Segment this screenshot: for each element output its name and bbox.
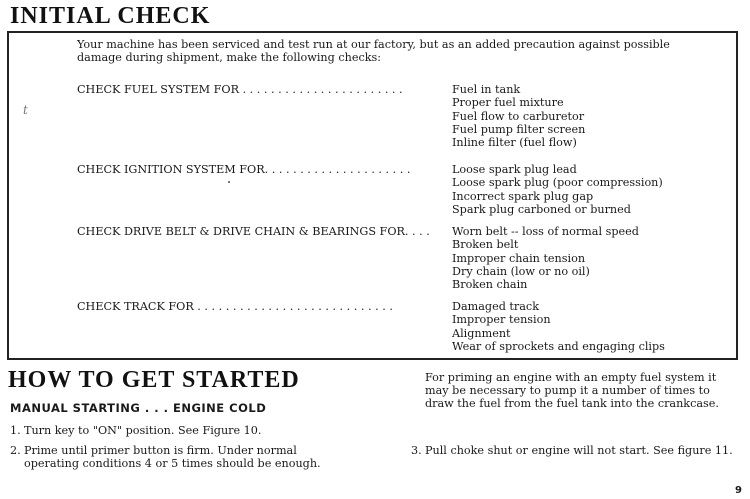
initial-check-box: [7, 31, 738, 360]
list-item: Worn belt -- loss of normal speed: [452, 225, 639, 238]
list-item: Damaged track: [452, 300, 539, 313]
margin-mark: t: [23, 103, 28, 117]
step-number: 1.: [10, 424, 21, 437]
list-item: Improper chain tension: [452, 251, 586, 265]
intro-paragraph: Your machine has been serviced and test run at our factory, but as an added precaution against possible damage during shipment, make the following checks:: [77, 38, 670, 64]
list-item: Alignment: [452, 326, 511, 340]
stray-dot: [228, 181, 230, 183]
list-item: Wear of sprockets and engaging clips: [452, 339, 665, 353]
list-item: Proper fuel mixture: [452, 96, 564, 110]
step-text: For priming an engine with an empty fuel system it may be necessary to pump it a number of times to draw the fuel from the fuel tank into the crankcase.: [425, 371, 719, 410]
page-number: 9: [735, 485, 742, 496]
step-number: 2.: [10, 444, 21, 457]
check-ignition-label: CHECK IGNITION SYSTEM FOR. . . . . . . . . . . . . . . . . . . . .: [77, 163, 411, 176]
list-item: Incorrect spark plug gap: [452, 189, 594, 203]
check-track-items: [452, 300, 665, 353]
check-track-label: CHECK TRACK FOR . . . . . . . . . . . . . . . . . . . . . . . . . . . .: [77, 300, 393, 313]
step-number: 3.: [411, 444, 422, 457]
check-drive-items: [452, 225, 639, 291]
step-text: Pull choke shut or engine will not start. See figure 11.: [425, 444, 733, 457]
manual-starting-subheading: MANUAL STARTING . . . ENGINE COLD: [10, 401, 267, 415]
check-fuel-label: CHECK FUEL SYSTEM FOR . . . . . . . . . . . . . . . . . . . . . . .: [77, 83, 403, 96]
step-text: Turn key to "ON" position. See Figure 10.: [24, 424, 262, 437]
list-item: Fuel flow to carburetor: [452, 109, 585, 123]
list-item: Inline filter (fuel flow): [452, 136, 577, 150]
list-item: Dry chain (low or no oil): [452, 264, 590, 278]
step-text: Prime until primer button is firm. Under normal operating conditions 4 or 5 times should be enough.: [24, 444, 321, 470]
list-item: Loose spark plug (poor compression): [452, 176, 663, 190]
check-drive-label: CHECK DRIVE BELT & DRIVE CHAIN & BEARINGS FOR. . . .: [77, 225, 430, 238]
list-item: Broken chain: [452, 278, 528, 292]
check-fuel-items: [452, 83, 585, 149]
list-item: Improper tension: [452, 313, 551, 327]
step-3: [411, 444, 741, 457]
list-item: Fuel in tank: [452, 83, 521, 96]
list-item: Fuel pump filter screen: [452, 122, 586, 136]
step-1: [10, 424, 340, 437]
list-item: Loose spark plug lead: [452, 163, 577, 176]
initial-check-heading: INITIAL CHECK: [10, 3, 211, 29]
check-ignition-items: [452, 163, 663, 216]
list-item: Spark plug carboned or burned: [452, 202, 631, 216]
list-item: Broken belt: [452, 238, 519, 252]
step-2: [10, 444, 350, 470]
how-to-start-heading: HOW TO GET STARTED: [8, 367, 300, 393]
priming-note: [411, 371, 741, 410]
